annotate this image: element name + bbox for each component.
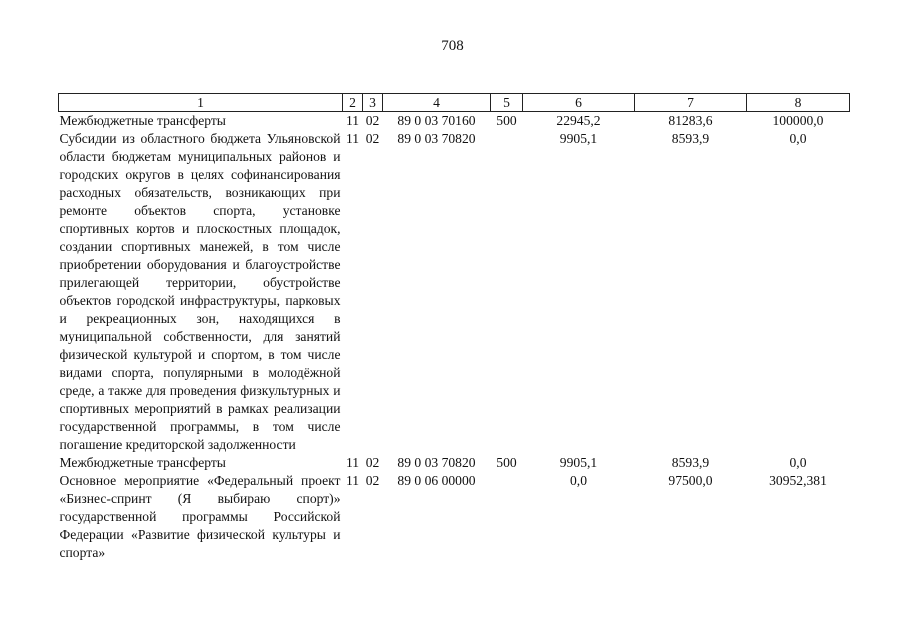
column-header-2: 2 bbox=[343, 94, 363, 112]
row-expense-type bbox=[491, 472, 523, 562]
row-value-6: 0,0 bbox=[570, 473, 587, 488]
column-header-5: 5 bbox=[491, 94, 523, 112]
row-target-code: 89 0 03 70160 bbox=[397, 113, 476, 128]
row-name: Субсидии из областного бюджета Ульяновской области бюджетам муниципальных районов и городских округов в целях софинансирования расходных обязательств, возникающих при ремонте объектов спорта, установке спортивных кортов и плоскостных площадок, создании спортивных манежей, в том числе приобретении оборудования и благоустройстве прилегающей территории, обустройстве объектов городской инфраструктуры, парковых и рекреационных зон, находящихся в муниципальной собственности, для занятий физической культурой и спортом, в том числе видами спорта, популярными в молодёжной среде, а также для проведения физкультурных и спортивных мероприятий в рамках реализации государственной программы, в том числе погашение кредиторской задолженности bbox=[59, 131, 341, 452]
row-value-7: 8593,9 bbox=[671, 455, 710, 470]
row-name: Межбюджетные трансферты bbox=[59, 113, 226, 128]
row-subsection: 02 bbox=[365, 473, 380, 488]
column-header-4: 4 bbox=[383, 94, 491, 112]
row-section: 11 bbox=[345, 131, 360, 146]
table-row bbox=[59, 130, 850, 454]
row-target-code: 89 0 06 00000 bbox=[397, 473, 476, 488]
row-subsection: 02 bbox=[365, 131, 380, 146]
row-name: Межбюджетные трансферты bbox=[59, 455, 226, 470]
row-value-7: 8593,9 bbox=[671, 131, 710, 146]
header-row bbox=[59, 94, 850, 112]
row-value-6: 9905,1 bbox=[559, 131, 598, 146]
column-header-7: 7 bbox=[635, 94, 747, 112]
row-value-8: 0,0 bbox=[789, 131, 807, 146]
row-value-8: 0,0 bbox=[789, 455, 807, 470]
budget-table bbox=[58, 93, 850, 562]
column-header-6: 6 bbox=[523, 94, 635, 112]
column-header-8: 8 bbox=[747, 94, 850, 112]
column-header-3: 3 bbox=[363, 94, 383, 112]
row-section: 11 bbox=[345, 113, 360, 128]
row-subsection: 02 bbox=[365, 113, 380, 128]
row-section: 11 bbox=[345, 473, 360, 488]
row-name: Основное мероприятие «Федеральный проект «Бизнес-спринт (Я выбираю спорт)» государственной программы Российской Федерации «Развитие физической культуры и спорта» bbox=[59, 473, 341, 560]
row-target-code: 89 0 03 70820 bbox=[397, 131, 476, 146]
row-value-7: 97500,0 bbox=[668, 473, 713, 488]
table-row bbox=[59, 454, 850, 472]
row-section: 11 bbox=[345, 455, 360, 470]
row-expense-type: 500 bbox=[496, 455, 517, 470]
row-value-7: 81283,6 bbox=[668, 113, 713, 128]
row-target-code: 89 0 03 70820 bbox=[397, 455, 476, 470]
page-number: 708 bbox=[441, 38, 464, 54]
row-value-6: 22945,2 bbox=[556, 113, 601, 128]
table-row bbox=[59, 472, 850, 562]
table-row bbox=[59, 112, 850, 131]
row-expense-type: 500 bbox=[496, 113, 517, 128]
column-header-1: 1 bbox=[59, 94, 343, 112]
row-value-8: 100000,0 bbox=[772, 113, 824, 128]
row-value-6: 9905,1 bbox=[559, 455, 598, 470]
row-expense-type bbox=[491, 130, 523, 454]
row-value-8: 30952,381 bbox=[769, 473, 827, 488]
row-subsection: 02 bbox=[365, 455, 380, 470]
